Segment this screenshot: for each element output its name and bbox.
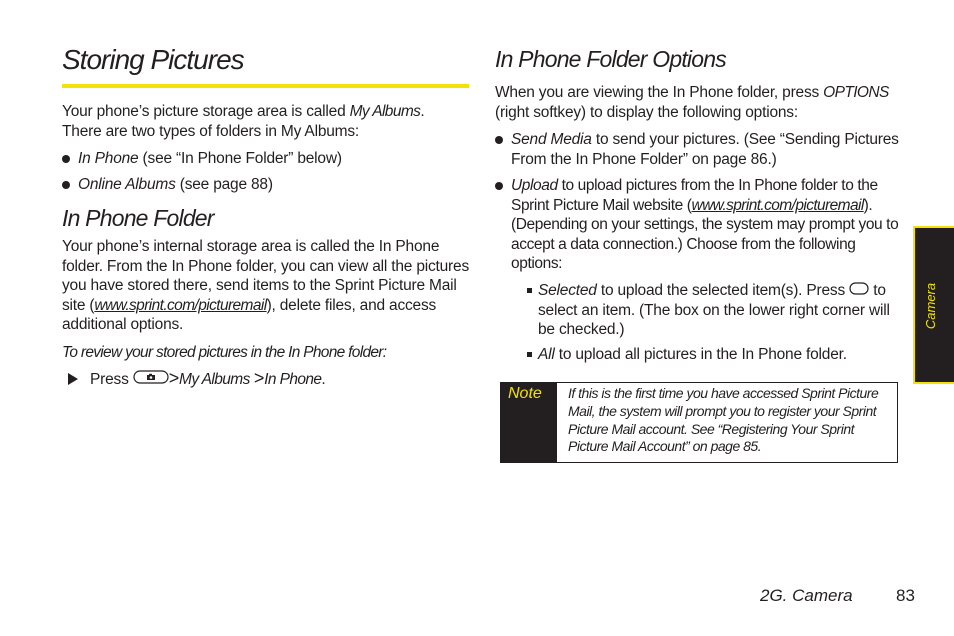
- intro-paragraph: [62, 102, 462, 141]
- list-item-in-phone: [62, 149, 468, 169]
- bullet-text: to upload pictures from the In Phone folder to the Sprint Picture Mail website (: [511, 177, 878, 214]
- section-paragraph: [62, 237, 470, 335]
- step-end: .: [321, 371, 326, 388]
- step-my-albums: My Albums: [179, 371, 250, 388]
- options-intro-end: (right softkey) to display the following options:: [495, 103, 798, 121]
- footer-section: 2G. Camera: [760, 586, 853, 605]
- chapter-tab-label: Camera: [923, 282, 938, 330]
- title-rule: [62, 84, 469, 88]
- bullet-emphasis: In Phone: [78, 150, 139, 167]
- page-number: 83: [896, 586, 915, 605]
- step-in-phone: In Phone: [264, 371, 322, 388]
- sub-emphasis: All: [538, 346, 555, 363]
- list-item-online-albums: [62, 175, 468, 195]
- list-item-send-media: [495, 130, 906, 169]
- procedure-heading: To review your stored pictures in the In Phone folder:: [62, 344, 387, 361]
- camera-key-icon: [133, 370, 169, 390]
- bullet-emphasis: Online Albums: [78, 176, 176, 193]
- bullet-emphasis: Send Media: [511, 131, 592, 148]
- page-title: Storing Pictures: [62, 44, 244, 75]
- bullet-text: to send your pictures. (See “Sending Pictures From the In Phone Folder” on page 86.): [511, 131, 899, 168]
- section-text-end: ), delete files, and access additional options.: [62, 296, 437, 333]
- bullet-text: (see page 88): [175, 176, 273, 193]
- sprint-picturemail-link[interactable]: www.sprint.com/picturemail: [691, 196, 864, 214]
- note-sidebar: [501, 383, 557, 462]
- section-title-options: In Phone Folder Options: [495, 46, 726, 72]
- sub-emphasis: Selected: [538, 282, 597, 299]
- options-softkey: OPTIONS: [823, 84, 889, 101]
- step-separator: >: [168, 368, 180, 388]
- sub-text: to upload the selected item(s). Press: [596, 282, 850, 299]
- step-separator: >: [253, 368, 265, 388]
- note-text: If this is the first time you have accessed Sprint Picture Mail, the system will prompt you to register your Sprint Picture Mail account. See “Registering Your Sprint Picture Mail Account” on page 85.: [568, 385, 879, 455]
- section-text: Your phone’s internal storage area is called the In Phone folder. From the In Phone folder, you can view all the pictures you have stored there, send items to the Sprint Picture Mail site (: [62, 238, 469, 314]
- bullet-emphasis: Upload: [511, 177, 558, 194]
- options-intro-text: When you are viewing the In Phone folder, press: [495, 84, 824, 101]
- procedure-step: [68, 369, 468, 390]
- sub-text-end: to select an item. (The box on the lower right corner will be checked.): [538, 282, 890, 339]
- select-key-icon: [849, 281, 869, 301]
- sub-item-all: [527, 345, 903, 365]
- intro-emphasis: My Albums: [349, 103, 421, 120]
- section-title-in-phone-folder: In Phone Folder: [62, 205, 214, 231]
- step-text: Press: [90, 371, 129, 388]
- sub-text: to upload all pictures in the In Phone folder.: [554, 346, 847, 363]
- bullet-text-end: ). (Depending on your settings, the system may prompt you to accept a data connection.) Choose from the following options:: [511, 196, 899, 272]
- right-arrow-icon: [68, 373, 78, 385]
- note-box: [500, 382, 898, 463]
- sprint-picturemail-link[interactable]: www.sprint.com/picturemail: [94, 296, 267, 314]
- options-intro: [495, 83, 900, 122]
- sub-item-selected: [527, 281, 903, 340]
- list-item-upload: [495, 176, 906, 274]
- intro-text: Your phone’s picture storage area is called: [62, 103, 350, 120]
- bullet-text: (see “In Phone Folder” below): [138, 150, 342, 167]
- chapter-tab: [913, 226, 954, 384]
- note-label: Note: [508, 385, 542, 402]
- intro-text-end: . There are two types of folders in My Albums:: [62, 103, 425, 140]
